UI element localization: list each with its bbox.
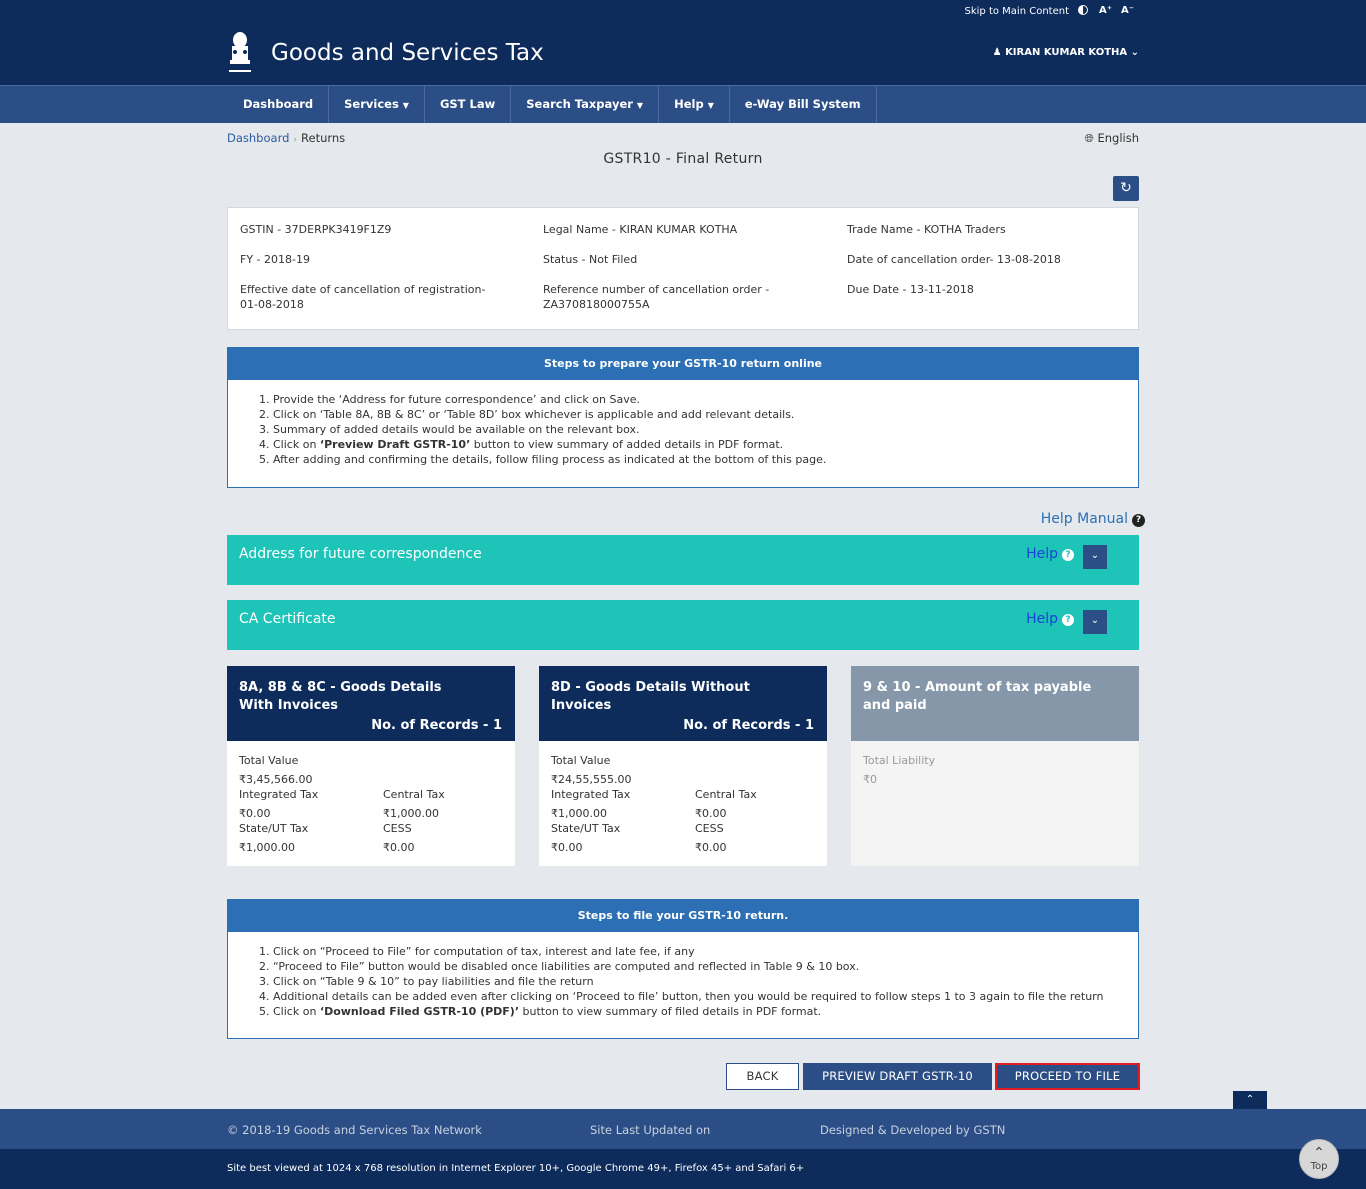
list-item: 4. Additional details can be added even after clicking on ‘Proceed to file’ button, then you would be required to follow steps 1 to 3 again to file the return (273, 989, 1138, 1004)
trade-name: Trade Name - KOTHA Traders (847, 223, 1006, 236)
address-section-title: Address for future correspondence (239, 546, 482, 562)
state-tax-value: ₹0.00 (551, 841, 583, 854)
state-tax-label: State/UT Tax (551, 822, 621, 835)
back-to-top-button[interactable] (1299, 1139, 1339, 1179)
increase-font-button[interactable]: A⁺ (1098, 5, 1112, 16)
cess-label: CESS (383, 822, 412, 835)
card-header (227, 666, 515, 741)
list-item: 3. Click on “Table 9 & 10” to pay liabilities and file the return (273, 974, 1138, 989)
caret-down-icon: ▼ (636, 101, 644, 110)
nav-label: Services (344, 97, 399, 111)
table-9-10-card (851, 666, 1139, 866)
user-menu[interactable] (993, 47, 1139, 58)
site-updated-text: Site Last Updated on (590, 1123, 711, 1137)
effective-cancellation-value: 01-08-2018 (240, 298, 304, 311)
ca-certificate-expand-button[interactable] (1083, 610, 1107, 634)
list-item: 2. “Proceed to File” button would be disabled once liabilities are computed and reflected in Table 9 & 10 box. (273, 959, 1138, 974)
copyright-text: © 2018-19 Goods and Services Tax Network (227, 1123, 482, 1137)
nav-label: GST Law (439, 97, 496, 111)
address-expand-button[interactable] (1083, 545, 1107, 569)
filing-status: Status - Not Filed (543, 253, 638, 266)
integrated-tax-value: ₹0.00 (239, 807, 271, 820)
help-manual-link[interactable] (1041, 511, 1145, 527)
scroll-up-tab[interactable] (1233, 1091, 1267, 1109)
proceed-to-file-button[interactable]: PROCEED TO FILE (995, 1063, 1140, 1090)
table-8d-card[interactable] (539, 666, 827, 866)
nav-items (228, 86, 877, 123)
card-title: 9 & 10 - Amount of tax payable and paid (863, 680, 1092, 713)
due-date: Due Date - 13-11-2018 (847, 283, 974, 296)
user-name: KIRAN KUMAR KOTHA (1005, 47, 1128, 58)
taxpayer-info-panel (227, 207, 1139, 330)
central-tax-value: ₹1,000.00 (383, 807, 439, 820)
refresh-icon: ↻ (1120, 180, 1132, 196)
effective-cancellation-label: Effective date of cancellation of registration- (240, 283, 486, 296)
effective-cancellation-date (240, 282, 510, 312)
address-help-link[interactable] (1026, 546, 1074, 562)
file-steps-list (228, 932, 1138, 1019)
list-item: 3. Summary of added details would be available on the relevant box. (273, 422, 1138, 437)
table-8abc-card[interactable] (227, 666, 515, 866)
nav-label: Help (674, 97, 704, 111)
nav-gst-law[interactable] (425, 86, 511, 123)
designed-by-text: Designed & Developed by GSTN (820, 1123, 1006, 1137)
total-value-label: Total Value (551, 754, 611, 767)
nav-services[interactable] (329, 86, 425, 123)
national-emblem-icon (226, 30, 254, 78)
breadcrumb-separator: › (293, 135, 298, 145)
list-item: 5. Click on ‘Download Filed GSTR-10 (PDF)’ button to view summary of filed details in PDF format. (273, 1004, 1138, 1019)
card-records: No. of Records - 1 (683, 718, 814, 733)
cancellation-reference-label: Reference number of cancellation order - (543, 283, 770, 296)
cancellation-reference (543, 282, 813, 312)
user-icon: ♟ (992, 47, 1002, 58)
card-records: No. of Records - 1 (371, 718, 502, 733)
question-icon: ? (1062, 549, 1074, 561)
ca-certificate-section-title: CA Certificate (239, 611, 336, 627)
state-tax-label: State/UT Tax (239, 822, 309, 835)
main-nav (0, 85, 1366, 123)
card-title: 8A, 8B & 8C - Goods Details With Invoices (239, 680, 442, 713)
caret-down-icon: ▼ (402, 101, 409, 110)
cess-value: ₹0.00 (695, 841, 727, 854)
card-header (851, 666, 1139, 741)
financial-year: FY - 2018-19 (240, 253, 310, 266)
prepare-steps-title: Steps to prepare your GSTR-10 return online (228, 348, 1138, 380)
site-header (0, 24, 1366, 85)
list-item: 2. Click on ‘Table 8A, 8B & 8C’ or ‘Table 8D’ box whichever is applicable and add relevant details. (273, 407, 1138, 422)
cancellation-reference-value: ZA370818000755A (543, 298, 650, 311)
refresh-button[interactable] (1113, 176, 1139, 201)
card-title: 8D - Goods Details Without Invoices (551, 680, 750, 713)
central-tax-value: ₹0.00 (695, 807, 727, 820)
language-selector[interactable] (1085, 131, 1139, 146)
chevron-up-icon: ⌃ (1245, 1094, 1255, 1105)
back-button[interactable]: BACK (726, 1063, 799, 1090)
chevron-down-icon: ⌄ (1130, 47, 1139, 58)
gstin: GSTIN - 37DERPK3419F1Z9 (240, 223, 392, 236)
integrated-tax-value: ₹1,000.00 (551, 807, 607, 820)
prepare-steps-list (228, 380, 1138, 467)
nav-help[interactable] (659, 86, 730, 123)
help-manual-label: Help Manual (1040, 511, 1128, 527)
skip-to-main-content-link[interactable]: Skip to Main Content (964, 6, 1069, 17)
file-steps-panel (227, 899, 1139, 1039)
list-item: 5. After adding and confirming the details, follow filing process as indicated at the bottom of this page. (273, 452, 1138, 467)
help-label: Help (1026, 546, 1058, 562)
total-value: ₹3,45,566.00 (239, 773, 313, 786)
cancellation-order-date: Date of cancellation order- 13-08-2018 (847, 253, 1061, 266)
total-value-label: Total Value (239, 754, 299, 767)
chevron-down-icon: ⌄ (1090, 550, 1100, 561)
page-title: GSTR10 - Final Return (603, 151, 763, 167)
nav-label: e-Way Bill System (744, 97, 861, 111)
ca-certificate-help-link[interactable] (1026, 611, 1074, 627)
footer-bottom (0, 1149, 1366, 1189)
chevron-up-icon: ⌃ (1313, 1145, 1325, 1161)
total-liability-value: ₹0 (863, 773, 877, 786)
nav-label: Dashboard (243, 97, 314, 111)
total-liability-label: Total Liability (863, 754, 936, 767)
breadcrumb-current: Returns (301, 131, 346, 145)
cess-label: CESS (695, 822, 724, 835)
best-viewed-text: Site best viewed at 1024 x 768 resolution in Internet Explorer 10+, Google Chrome 49+, Firefox 45+ and Safari 6+ (227, 1163, 805, 1174)
utility-bar (0, 0, 1366, 24)
prepare-steps-panel (227, 347, 1139, 488)
question-icon: ? (1062, 614, 1074, 626)
list-item: 4. Click on ‘Preview Draft GSTR-10’ button to view summary of added details in PDF format. (273, 437, 1138, 452)
address-section-header[interactable] (227, 535, 1139, 585)
integrated-tax-label: Integrated Tax (239, 788, 319, 801)
list-item: 1. Click on “Proceed to File” for computation of tax, interest and late fee, if any (273, 944, 1138, 959)
integrated-tax-label: Integrated Tax (551, 788, 631, 801)
ca-certificate-section-header[interactable] (227, 600, 1139, 650)
decrease-font-button[interactable]: A⁻ (1120, 5, 1134, 16)
breadcrumb-dashboard[interactable]: Dashboard (227, 131, 290, 145)
file-steps-title: Steps to file your GSTR-10 return. (228, 900, 1138, 932)
help-label: Help (1026, 611, 1058, 627)
total-value: ₹24,55,555.00 (551, 773, 632, 786)
contrast-icon[interactable] (1078, 5, 1088, 15)
caret-down-icon: ▼ (707, 101, 714, 110)
nav-eway-bill[interactable] (730, 86, 877, 123)
preview-draft-button[interactable]: PREVIEW DRAFT GSTR-10 (803, 1063, 992, 1090)
cess-value: ₹0.00 (383, 841, 415, 854)
site-title[interactable]: Goods and Services Tax (271, 40, 544, 66)
card-header (539, 666, 827, 741)
list-item: 1. Provide the ‘Address for future correspondence’ and click on Save. (273, 392, 1138, 407)
state-tax-value: ₹1,000.00 (239, 841, 295, 854)
breadcrumb (227, 131, 345, 145)
footer-main (0, 1109, 1366, 1149)
nav-label: Search Taxpayer (526, 97, 633, 111)
central-tax-label: Central Tax (695, 788, 757, 801)
globe-icon: 🌐︎ (1084, 131, 1094, 145)
nav-dashboard[interactable] (228, 86, 329, 123)
nav-search-taxpayer[interactable] (511, 86, 659, 123)
language-label: English (1097, 131, 1139, 145)
top-label: Top (1310, 1161, 1328, 1172)
chevron-down-icon: ⌄ (1090, 615, 1100, 626)
central-tax-label: Central Tax (383, 788, 445, 801)
question-icon: ? (1132, 514, 1145, 527)
legal-name: Legal Name - KIRAN KUMAR KOTHA (543, 223, 738, 236)
